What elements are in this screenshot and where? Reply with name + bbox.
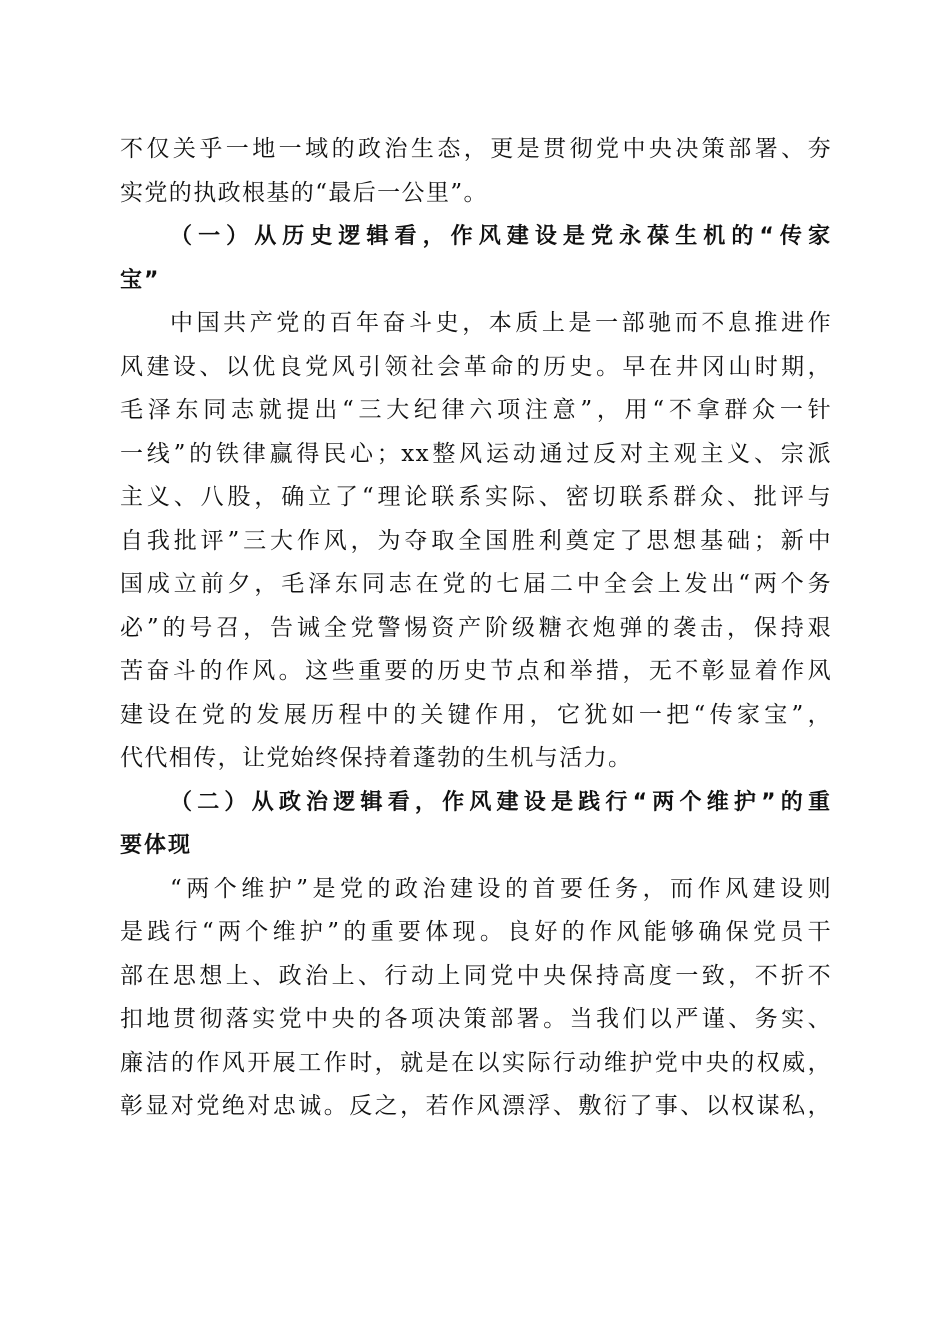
body-text-line: 风建设、以优良党风引领社会革命的历史。早在井冈山时期， [120,353,832,380]
section-heading-line: （一）从历史逻辑看，作风建设是党永葆生机的“传家 [170,224,832,249]
body-text-line: 主义、八股，确立了“理论联系实际、密切联系群众、批评与 [120,484,832,510]
body-text-line: 部在思想上、政治上、行动上同党中央保持高度一致，不折不 [120,962,832,989]
body-text-line: 建设在党的发展历程中的关键作用，它犹如一把“传家宝”， [120,701,832,728]
section-heading-line: （二）从政治逻辑看，作风建设是践行“两个维护”的重 [170,789,832,815]
body-text-line: 自我批评”三大作风，为夺取全国胜利奠定了思想基础；新中 [120,527,832,554]
body-text-line: 代代相传，让党始终保持着蓬勃的生机与活力。 [120,745,633,771]
section-heading-line: 宝” [120,267,161,293]
body-text-line: 廉洁的作风开展工作时，就是在以实际行动维护党中央的权威， [120,1049,832,1076]
body-text-line: 必”的号召，告诫全党警惕资产阶级糖衣炮弹的袭击，保持艰 [120,614,832,641]
document-page [120,128,832,1129]
body-text-line: 扣地贯彻落实党中央的各项决策部署。当我们以严谨、务实、 [120,1006,832,1032]
body-text-line: 彰显对党绝对忠诚。反之，若作风漂浮、敷衍了事、以权谋私， [120,1093,832,1119]
body-text-line: 国成立前夕，毛泽东同志在党的七届二中全会上发出“两个务 [120,571,832,597]
body-text-line: 实党的执政根基的“最后一公里”。 [120,179,488,206]
body-text-line: “两个维护”是党的政治建设的首要任务，而作风建设则 [170,875,832,902]
body-text-line: 一线”的铁律赢得民心；xx整风运动通过反对主观主义、宗派 [120,440,832,467]
body-text-line: 毛泽东同志就提出“三大纪律六项注意”，用“不拿群众一针 [120,397,832,423]
body-text-line: 是践行“两个维护”的重要体现。良好的作风能够确保党员干 [120,919,832,945]
body-text-line: 不仅关乎一地一域的政治生态，更是贯彻党中央决策部署、夯 [120,136,832,162]
body-text-line: 苦奋斗的作风。这些重要的历史节点和举措，无不彰显着作风 [120,658,832,684]
body-text-line: 中国共产党的百年奋斗史，本质上是一部驰而不息推进作 [170,310,832,336]
section-heading-line: 要体现 [120,833,193,858]
